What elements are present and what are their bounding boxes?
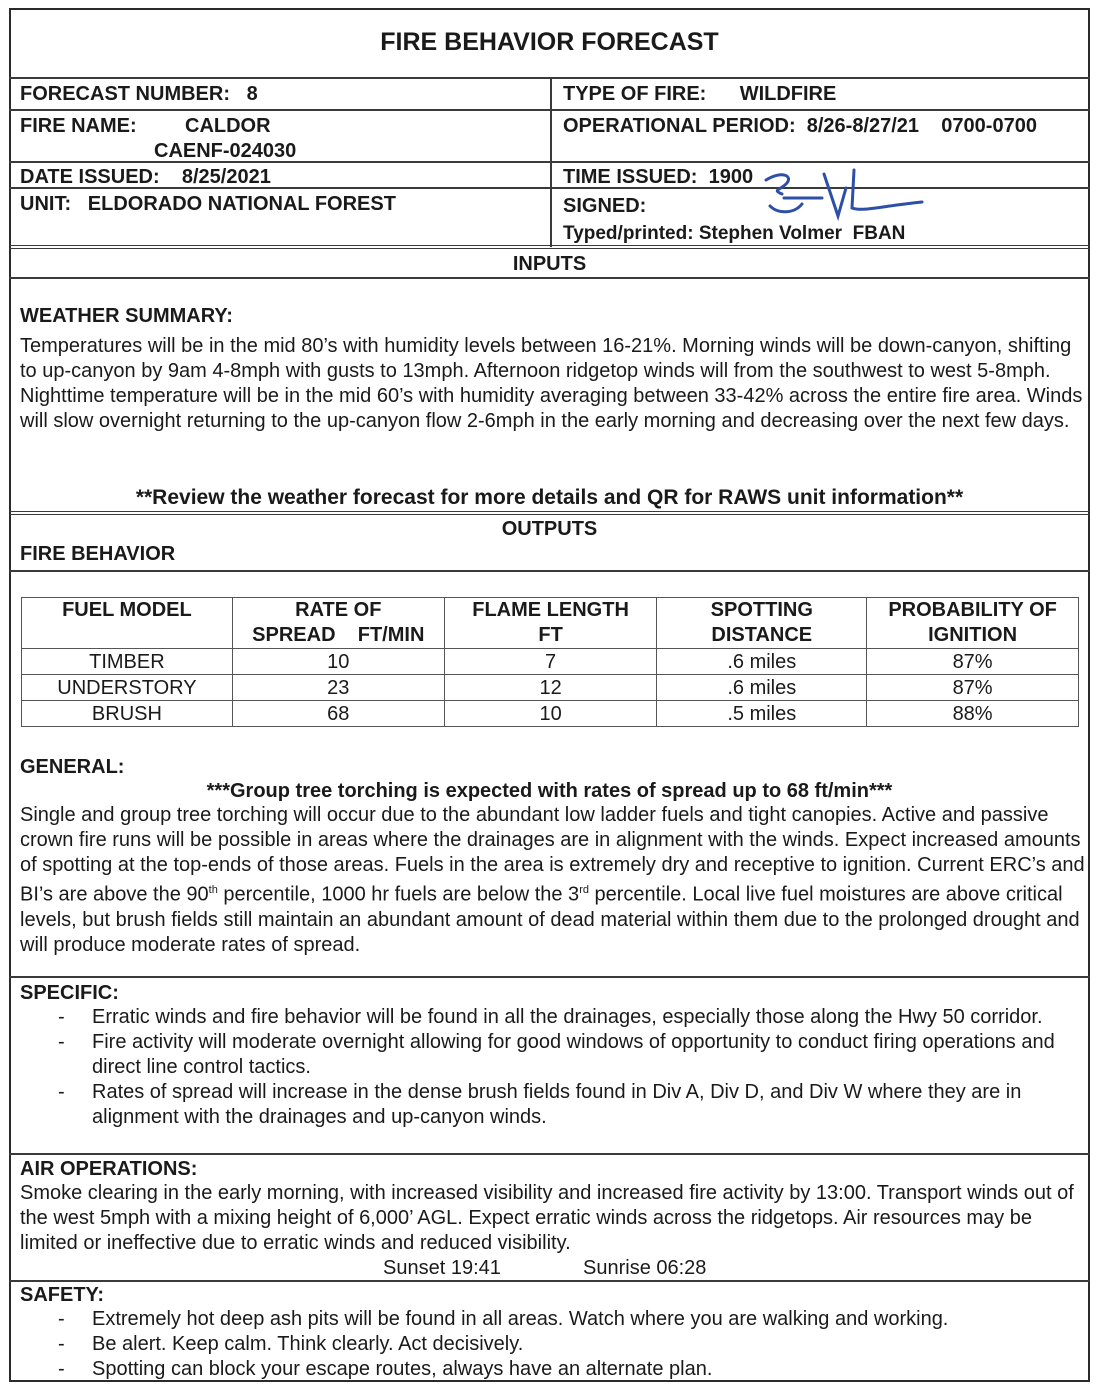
date-issued-label: DATE ISSUED: [20,166,160,188]
cell-flame-length: 7 [444,649,657,675]
general-heading: GENERAL: [20,756,125,778]
operational-period-value: 8/26-8/27/21 [806,115,920,137]
cell-spotting-distance: .6 miles [657,649,867,675]
cell-rate-of-spread: 10 [232,649,444,675]
cell-rate-of-spread: 68 [232,701,444,727]
form-title: FIRE BEHAVIOR FORECAST [380,28,719,56]
header-flame-length: FLAME LENGTH FT [444,598,657,649]
cell-probability-of-ignition: 87% [867,675,1079,701]
weather-summary-heading: WEATHER SUMMARY: [20,305,233,327]
cell-spotting-distance: .6 miles [657,675,867,701]
divider [9,976,1090,978]
typed-printed-name: Stephen Volmer [698,223,843,244]
inputs-section-title: INPUTS [512,253,587,275]
header-fuel-model: FUEL MODEL [22,598,233,649]
sunrise-time: Sunrise 06:28 [583,1257,707,1279]
list-item: - Fire activity will moderate overnight allowing for good windows of opportunity to conduct firing operations and direct line control tactics. [58,1031,1055,1078]
typed-printed-role: FBAN [852,223,906,244]
column-divider [550,78,552,247]
specific-heading: SPECIFIC: [20,982,119,1004]
cell-fuel-model: BRUSH [22,701,233,727]
fire-behavior-heading: FIRE BEHAVIOR [20,543,176,565]
divider [9,1153,1090,1155]
general-text: Single and group tree torching will occur due to the abundant low ladder fuels and tight canopies. Active and passive crown fire runs will be possible in areas where the drainages are in alignment with the winds. Expect increased amounts of spotting at the top-ends of those areas. Fuels in the area is extremely dry and receptive to ignition. Current ERC’s and BI’s are above the 90th percentile, 1000 hr fuels are below the 3rd percentile. Local live fuel moistures are above critical levels, but brush fields still maintain an abundant amount of dead material within them due to the prolonged drought and will produce moderate rates of spread. [20,804,1085,956]
general-highlight: ***Group tree torching is expected with rates of spread up to 68 ft/min*** [206,780,893,802]
cell-probability-of-ignition: 87% [867,649,1079,675]
time-issued-label: TIME ISSUED: [563,166,698,188]
fire-behavior-table [21,597,1079,727]
operational-hours-value: 0700-0700 [941,115,1037,137]
signature-icon [762,168,942,228]
cell-spotting-distance: .5 miles [657,701,867,727]
divider [9,277,1090,279]
operational-period-label: OPERATIONAL PERIOD: [563,115,796,137]
type-of-fire-label: TYPE OF FIRE: [563,83,707,105]
list-item: - Erratic winds and fire behavior will be found in all the drainages, especially those along the Hwy 50 corridor. [58,1006,1043,1028]
operational-period-field [563,114,1037,138]
table-row [22,675,1079,701]
weather-summary-text: Temperatures will be in the mid 80’s with humidity levels between 16-21%. Morning winds will be down-canyon, shifting to up-canyon by 9am 4-8mph with gusts to 13mph. Afternoon ridgetop winds will from the southwest to west 5-8mph. Nighttime temperature will be in the mid 60’s with humidity averaging between 33-42% across the entire fire area. Winds will slow overnight returning to the up-canyon flow 2-6mph in the early morning and decreasing over the next few days. [20,335,1083,432]
type-of-fire-field [563,82,836,106]
unit-field [20,192,396,216]
divider [9,570,1090,572]
cell-flame-length: 12 [444,675,657,701]
date-issued-value: 8/25/2021 [181,166,271,188]
header-probability-of-ignition: PROBABILITY OF IGNITION [867,598,1079,649]
safety-list [20,1307,1080,1382]
fire-id-value: CAENF-024030 [154,140,297,162]
header-spotting-distance: SPOTTING DISTANCE [657,598,867,649]
sunset-time: Sunset 19:41 [383,1257,501,1279]
time-issued-field [563,165,753,189]
table-row [22,701,1079,727]
date-issued-field [20,165,271,189]
cell-flame-length: 10 [444,701,657,727]
review-note: **Review the weather forecast for more details and QR for RAWS unit information** [135,486,964,509]
unit-value: ELDORADO NATIONAL FOREST [87,193,396,215]
cell-fuel-model: TIMBER [22,649,233,675]
list-item: - Spotting can block your escape routes, always have an alternate plan. [58,1358,713,1380]
cell-rate-of-spread: 23 [232,675,444,701]
divider [9,1280,1090,1282]
outputs-section-title: OUTPUTS [501,518,598,540]
list-item: - Rates of spread will increase in the dense brush fields found in Div A, Div D, and Div W where they are in alignment with the drainages and up-canyon winds. [58,1081,1022,1128]
signed-label: SIGNED: [563,195,647,217]
typed-printed-field [563,222,905,246]
fire-name-value: CALDOR [185,115,271,137]
specific-list [20,1005,1080,1130]
cell-probability-of-ignition: 88% [867,701,1079,727]
table-header-row [22,598,1079,649]
unit-label: UNIT: [20,193,72,215]
list-item: - Be alert. Keep calm. Think clearly. Act decisively. [58,1333,524,1355]
forecast-number-field [20,82,258,106]
safety-heading: SAFETY: [20,1284,105,1306]
air-operations-heading: AIR OPERATIONS: [20,1158,198,1180]
table-row [22,649,1079,675]
cell-fuel-model: UNDERSTORY [22,675,233,701]
fire-name-label: FIRE NAME: [20,115,137,137]
forecast-number-label: FORECAST NUMBER: [20,83,230,105]
list-item: - Extremely hot deep ash pits will be found in all areas. Watch where you are walking and working. [58,1308,949,1330]
forecast-number-value: 8 [246,83,258,105]
divider [9,511,1090,515]
header-rate-of-spread: RATE OF SPREAD FT/MIN [232,598,444,649]
air-operations-text: Smoke clearing in the early morning, with increased visibility and increased fire activity by 13:00. Transport winds out of the west 5mph with a mixing height of 6,000’ AGL. Expect erratic winds across the ridgetops. Air resources may be limited or ineffective due to erratic winds and reduced visibility. [20,1182,1074,1254]
typed-printed-label: Typed/printed: [563,223,694,244]
time-issued-value: 1900 [708,166,754,188]
type-of-fire-value: WILDFIRE [739,83,837,105]
